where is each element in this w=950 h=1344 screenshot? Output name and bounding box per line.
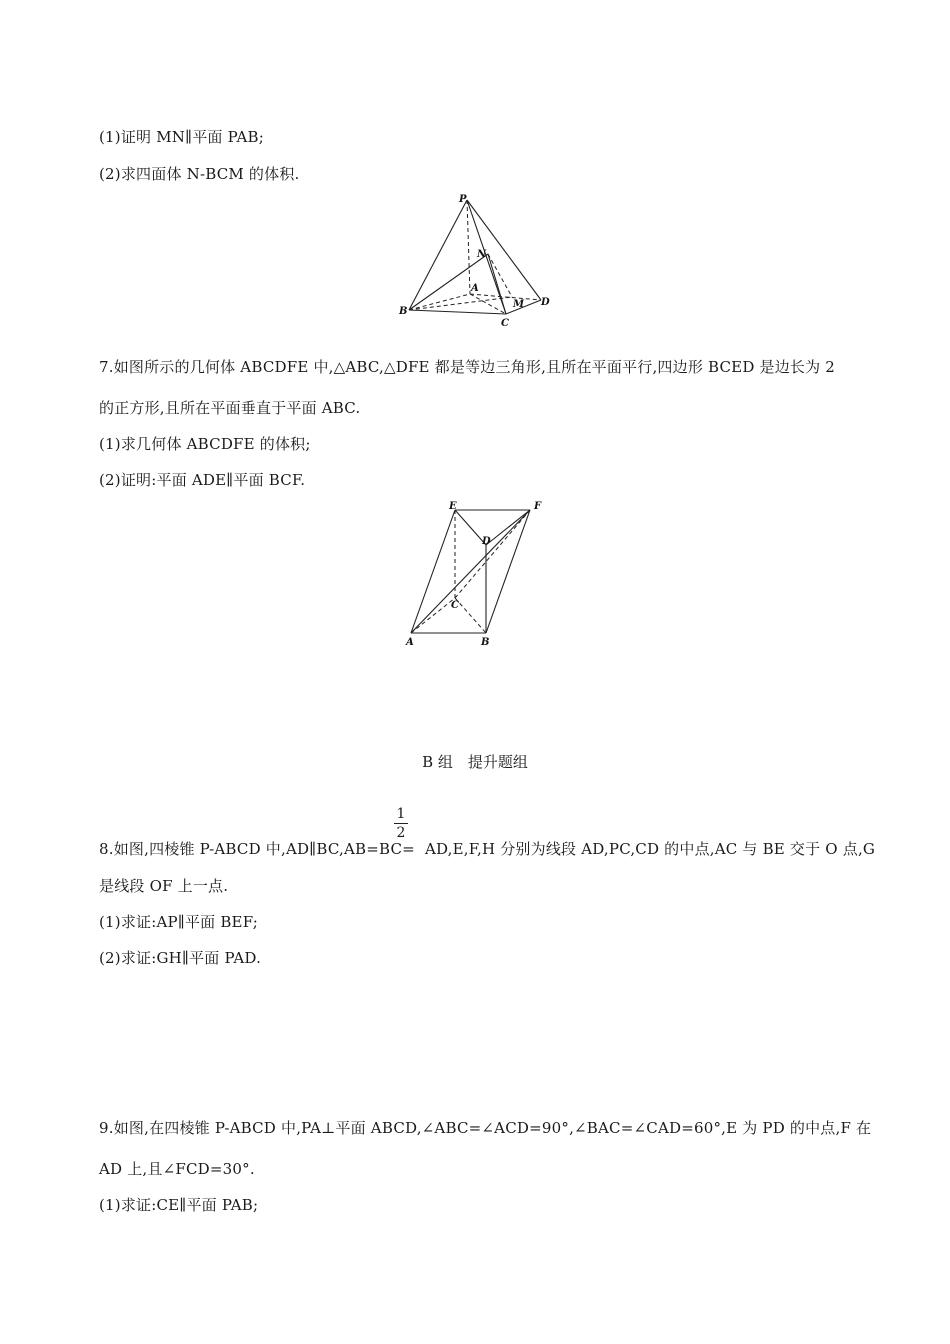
label-d2: D bbox=[482, 536, 491, 547]
q9-line2: AD 上,且∠FCD=30°. bbox=[99, 1160, 255, 1178]
section-b-heading: B 组 提升题组 bbox=[422, 753, 528, 771]
label-c2: C bbox=[451, 600, 459, 611]
q8-line1-pre: 8.如图,四棱锥 P-ABCD 中,AD∥BC,AB=BC= bbox=[99, 840, 415, 858]
label-m: M bbox=[513, 299, 525, 310]
q7-line1: 7.如图所示的几何体 ABCDFE 中,△ABC,△DFE 都是等边三角形,且所在平面平行,四边形 BCED 是边长为 2 bbox=[99, 358, 836, 376]
figure-solid-abcdfe bbox=[400, 495, 560, 655]
q8-line1 bbox=[99, 839, 875, 859]
label-n: N bbox=[477, 249, 487, 260]
label-e: E bbox=[449, 501, 457, 512]
q8-part2: (2)求证:GH∥平面 PAD. bbox=[99, 949, 262, 967]
q6-part2: (2)求四面体 N-BCM 的体积. bbox=[99, 165, 300, 183]
label-d: D bbox=[541, 297, 550, 308]
label-b: B bbox=[399, 306, 408, 317]
q9-line1: 9.如图,在四棱锥 P-ABCD 中,PA⊥平面 ABCD,∠ABC=∠ACD=90°,∠BAC=∠CAD=60°,E 为 PD 的中点,F 在 bbox=[99, 1119, 872, 1137]
q8-line1-post: AD,E,F,H 分别为线段 AD,PC,CD 的中点,AC 与 BE 交于 O 点,G bbox=[424, 840, 876, 858]
label-p: P bbox=[459, 194, 467, 205]
fraction-bar bbox=[394, 823, 408, 824]
q8-part1: (1)求证:AP∥平面 BEF; bbox=[99, 913, 259, 931]
label-c: C bbox=[501, 318, 509, 329]
q7-part2: (2)证明:平面 ADE∥平面 BCF. bbox=[99, 471, 306, 489]
q8-line2: 是线段 OF 上一点. bbox=[99, 877, 229, 895]
fraction-one-half bbox=[394, 806, 408, 841]
fraction-denominator: 2 bbox=[396, 825, 406, 841]
q6-part1: (1)证明 MN∥平面 PAB; bbox=[99, 128, 265, 146]
fraction-numerator: 1 bbox=[396, 806, 406, 822]
q7-part1: (1)求几何体 ABCDFE 的体积; bbox=[99, 435, 311, 453]
label-a: A bbox=[471, 283, 479, 294]
label-f: F bbox=[534, 501, 542, 512]
label-a2: A bbox=[406, 637, 414, 648]
label-b2: B bbox=[481, 637, 490, 648]
q9-part1: (1)求证:CE∥平面 PAB; bbox=[99, 1196, 259, 1214]
figure-tetrahedron bbox=[395, 190, 565, 330]
q7-line2: 的正方形,且所在平面垂直于平面 ABC. bbox=[99, 399, 361, 417]
